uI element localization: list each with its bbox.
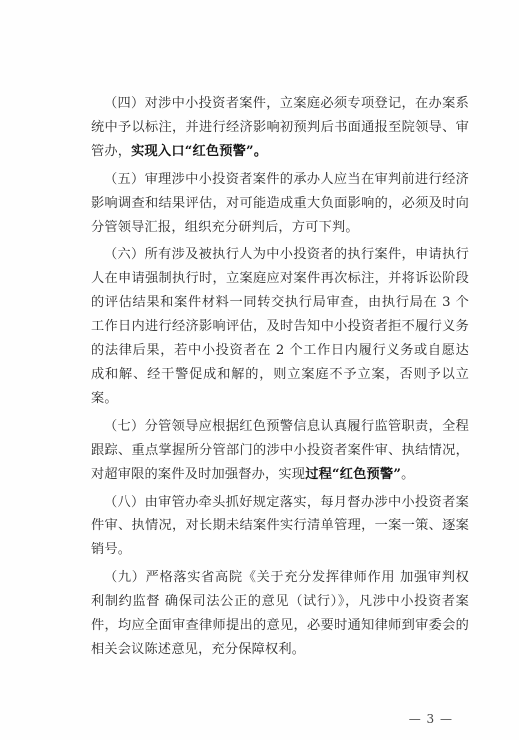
paragraph-5 bbox=[91, 168, 469, 240]
paragraph-7-tail: 。 bbox=[401, 466, 415, 482]
paragraph-7-text: （七）分管领导应根据红色预警信息认真履行监管职责，全程跟踪、重点掌握所分管部门的涉中小投资者案件审、执结情况，对超审限的案件及时加强督办，实现 bbox=[91, 418, 469, 482]
paragraph-4-emphasis: 实现入口“红色预警”。 bbox=[131, 143, 268, 159]
paragraph-7 bbox=[91, 415, 469, 487]
paragraph-7-emphasis: 过程“红色预警” bbox=[305, 466, 402, 482]
paragraph-4 bbox=[91, 92, 469, 164]
paragraph-8-text: （八）由审管办牵头抓好规定落实，每月督办涉中小投资者案件审、执情况，对长期未结案件实行清单管理，一案一策、逐案销号。 bbox=[91, 494, 469, 558]
page-number: — 3 — bbox=[408, 712, 453, 726]
paragraph-4-text: （四）对涉中小投资者案件，立案庭必须专项登记，在办案系统中予以标注，并进行经济影响初预判后书面通报至院领导、审管办， bbox=[91, 96, 469, 159]
paragraph-6 bbox=[91, 243, 469, 410]
paragraph-5-text: （五）审理涉中小投资者案件的承办人应当在审判前进行经济影响调查和结果评估，对可能造成重大负面影响的，必须及时向分管领导汇报，组织充分研判后，方可下判。 bbox=[91, 171, 469, 235]
paragraph-9 bbox=[91, 566, 469, 662]
paragraph-9-text: （九）严格落实省高院《关于充分发挥律师作用 加强审判权利制约监督 确保司法公正的意见（试行）》，凡涉中小投资者案件，均应全面审查律师提出的意见，必要时通知律师到审委会的相关会议陈述意见，充分保障权利。 bbox=[91, 570, 469, 657]
paragraph-6-text: （六）所有涉及被执行人为中小投资者的执行案件，申请执行人在申请强制执行时，立案庭应对案件再次标注，并将诉讼阶段的评估结果和案件材料一同转交执行局审查，由执行局在 3 个工作日内进行经济影响评估，及时告知中小投资者拒不履行义务的法律后果，若中小投资者在 2 个工作日内履行义务或自愿达成和解、经干警促成和解的，则立案庭不予立案，否则予以立案。 bbox=[91, 247, 469, 406]
paragraph-8 bbox=[91, 491, 469, 563]
document-body bbox=[91, 92, 469, 666]
